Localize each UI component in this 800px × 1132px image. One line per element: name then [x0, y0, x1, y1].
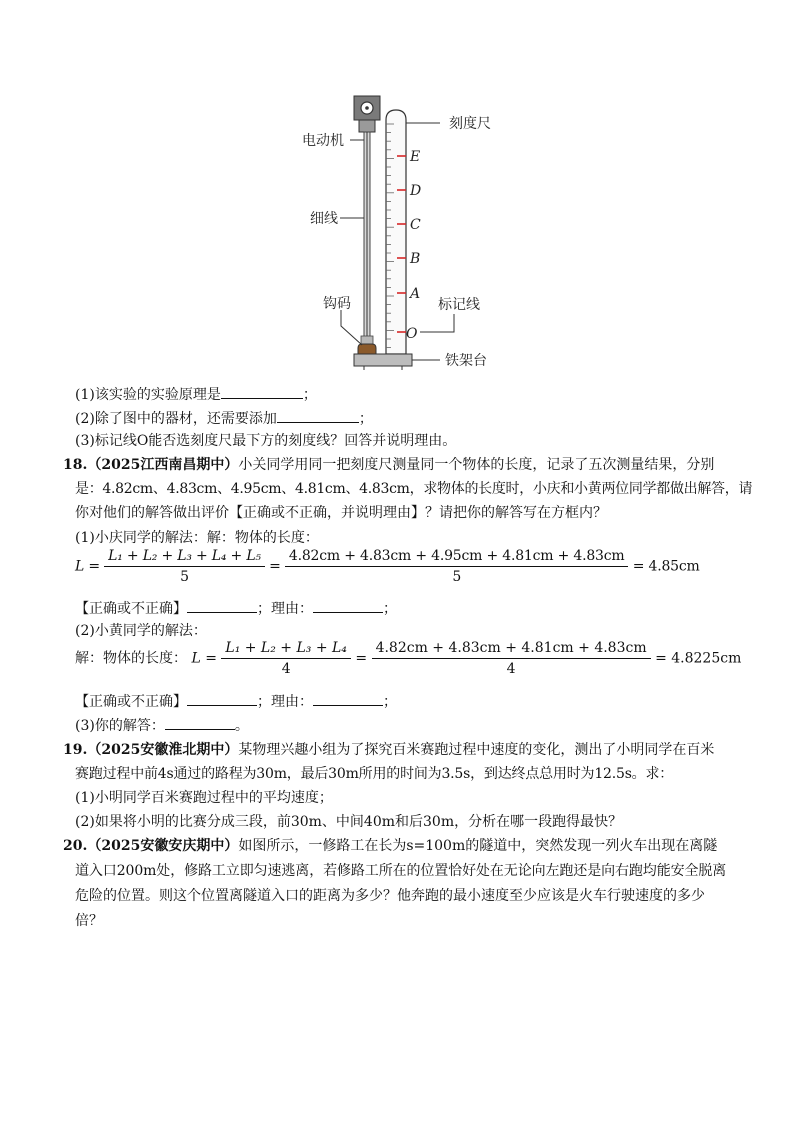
q20-line1: 20.（2025安徽安庆期中）如图所示，一修路工在长为s=100m的隧道中，突然发现一列火车出现在离隧	[63, 838, 718, 854]
ruler	[386, 110, 406, 354]
q18-formula2: 解：物体的长度： L = $\frac{\text{L₁ + L₂ + L₃ + L₄}}{4}$ = $\frac{4.82cm + 4.83cm + 4.81cm + 4.83cm}{4}$ = 4.8225cm	[75, 640, 742, 677]
q18-number: 18.	[63, 457, 88, 473]
mark-A: A	[410, 286, 421, 302]
q17-part1-text: (1)该实验的实验原理是	[75, 387, 221, 403]
mark-D: D	[410, 183, 422, 199]
q18-answer: (3)你的解答： 。	[75, 714, 249, 736]
weight-label: 钩码	[323, 296, 351, 312]
experiment-figure	[0, 0, 800, 380]
q18-judge2: 【正确或不正确】 ；理由： ；	[75, 690, 397, 712]
q17-part2-text: (2)除了图中的器材，还需要添加	[75, 411, 277, 427]
q18-solution1-intro: (1)小庆同学的解法：解：物体的长度：	[75, 530, 319, 546]
q18-line3: 你对他们的解答做出评价【正确或不正确，并说明理由】？请把你的解答写在方框内？	[75, 505, 607, 521]
q19-part2: (2)如果将小明的比赛分成三段，前30m、中间40m和后30m，分析在哪一段跑得最快？	[75, 814, 623, 830]
stand-base	[354, 354, 412, 370]
q18-line2: 是：4.82cm、4.83cm、4.95cm、4.81cm、4.83cm，求物体的长度时，小庆和小黄两位同学都做出解答，请	[75, 481, 753, 497]
q20-line4: 倍？	[75, 913, 103, 929]
mark-C: C	[410, 217, 421, 233]
q17-part2-blank[interactable]	[277, 407, 359, 423]
q18-line1: 18.（2025江西南昌期中）小关同学用同一把刻度尺测量同一个物体的长度，记录了五次测量结果，分别	[63, 457, 715, 473]
mark-O: O	[406, 326, 418, 342]
mark-B: B	[410, 251, 421, 267]
q20-line3: 危险的位置。则这个位置离隧道入口的距离为多少？他奔跑的最小速度至少应该是火车行驶速度的多少	[75, 888, 705, 904]
motor-label: 电动机	[302, 133, 344, 149]
weight-icon	[358, 336, 376, 354]
q19-line2: 赛跑过程中前4s通过的路程为30m，最后30m所用的时间为3.5s，到达终点总用时为12.5s。求：	[75, 766, 674, 782]
q18-judge1: 【正确或不正确】 ；理由： ；	[75, 597, 397, 619]
q18-answer-blank[interactable]	[165, 714, 235, 730]
q17-part3: (3)标记线O能否选刻度尺最下方的刻度线？回答并说明理由。	[75, 433, 457, 449]
q19-part1: (1)小明同学百米赛跑过程中的平均速度；	[75, 790, 333, 806]
q20-line2: 道入口200m处，修路工立即匀速逃离，若修路工所在的位置恰好处在无论向左跑还是向右跑均能安全脱离	[75, 863, 727, 879]
ruler-label: 刻度尺	[449, 116, 491, 132]
q17-part1-blank[interactable]	[221, 383, 303, 399]
q18-reason1-blank[interactable]	[313, 597, 383, 613]
q19-line1: 19.（2025安徽淮北期中）某物理兴趣小组为了探究百米赛跑过程中速度的变化，测出了小明同学在百米	[63, 742, 715, 758]
q18-solution2-intro: (2)小黄同学的解法：	[75, 623, 207, 639]
stand-label: 铁架台	[445, 353, 487, 369]
q17-part2: (2)除了图中的器材，还需要添加 ；	[75, 407, 373, 429]
q18-judge1-blank[interactable]	[187, 597, 257, 613]
q18-formula1: L = $\frac{\text{L₁ + L₂ + L₃ + L₄ + L₅}}{5}$ = $\frac{4.82cm + 4.83cm + 4.95cm + 4.81cm + 4.83cm}{5}$ = 4.85cm	[75, 548, 700, 585]
mark-E: E	[410, 149, 421, 165]
q18-reason2-blank[interactable]	[313, 690, 383, 706]
q20-number: 20.	[63, 838, 88, 854]
q18-source: （2025江西南昌期中）	[87, 457, 239, 473]
q19-source: （2025安徽淮北期中）	[87, 742, 239, 758]
mark-line-label: 标记线	[438, 297, 480, 313]
motor-icon	[354, 96, 380, 132]
q19-number: 19.	[63, 742, 88, 758]
q18-judge2-blank[interactable]	[187, 690, 257, 706]
q17-part1: (1)该实验的实验原理是 ；	[75, 383, 317, 405]
q20-source: （2025安徽安庆期中）	[87, 838, 239, 854]
string-label: 细线	[310, 211, 338, 227]
